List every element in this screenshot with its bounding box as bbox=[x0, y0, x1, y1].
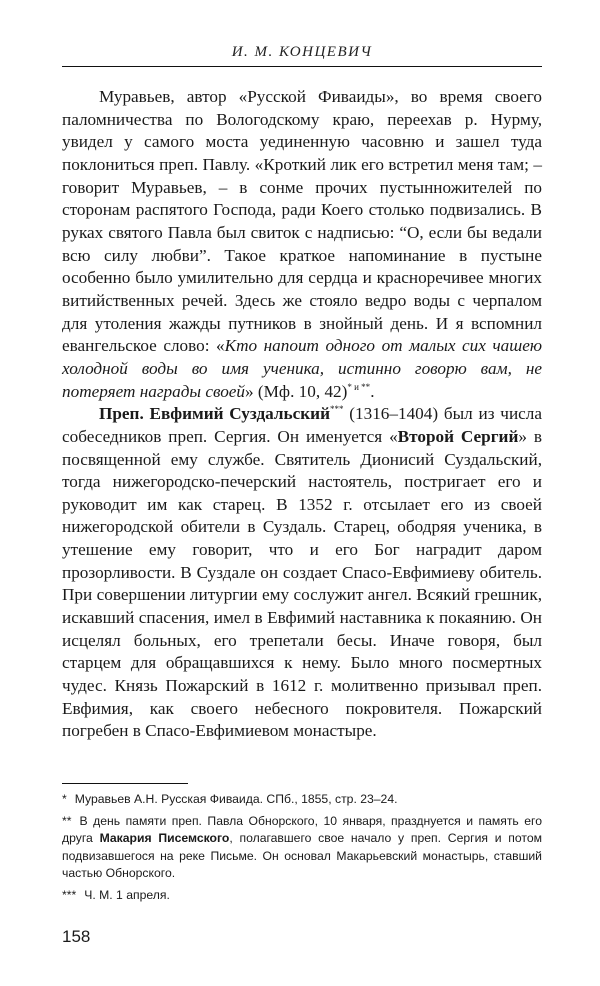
footnote-mark: *** bbox=[62, 888, 77, 903]
p2-text-rest: » в посвященной ему службе. Святитель Дионисий Суздальский, тогда нижегородско-печерский настоятель, постригает его и руководит им как старец. В 1352 г. отсылает его из своей нижегородской обители в Суздаль. Старец, ободряя ученика, в утешение ему говорит, что и его Бог наградит даром прозорливости. В Суздале он создает Спасо-Евфимиеву обитель. При совершении литургии ему сослужит ангел. Всякий грешник, искавший спасения, имел в Евфимий наставника к покаянию. Он исцелял больных, его трепетали бесы. Иначе говоря, был старцем для обращавшихся к нему. Было много посмертных чудес. Князь Пожарский в 1612 г. молитвенно призывал преп. Евфимия, как своего небесного покровителя. Пожарский погребен в Спасо-Евфимиевом монастыре. bbox=[62, 426, 543, 741]
header-rule bbox=[62, 66, 542, 67]
footnote-bold-name: Макария Писемского bbox=[99, 831, 230, 846]
footnote-ref-1-2: * и ** bbox=[347, 381, 371, 392]
saint-name: Преп. Евфимий Суздальский bbox=[99, 404, 330, 424]
paragraph-muravyev bbox=[62, 86, 542, 403]
p1-text: Муравьев, автор «Русской Фиваиды», во время своего паломничества по Вологодскому краю, переехав р. Нурму, увидел у самого моста уединенную часовню и зашел туда поклониться преп. Павлу. «Кроткий лик его встретил меня там; – говорит Муравьев, – в сонме прочих пустынножителей по сторонам распятого Господа, ради Коего столько подвизались. В руках святого Павла был свиток с надписью: “О, если бы ведали всю силу любви”. Такое краткое напоминание в пустыне особенно было умилительно для сердца и красноречивее многих витийственных речей. Здесь же стояло ведро воды с черпалом для утоления жажды путников в знойный день. И я вспомнил евангельское слово: « bbox=[62, 87, 542, 356]
page-number: 158 bbox=[62, 927, 91, 946]
p1-citation: » (Мф. 10, 42) bbox=[245, 381, 348, 401]
p2-text: (1316–1404) был из числа собеседников преп. Сергия. Он именуется « bbox=[62, 404, 542, 446]
epithet: Второй Сергий bbox=[397, 426, 519, 446]
footnote-3 bbox=[62, 887, 542, 904]
footnote-text: Ч. М. 1 апреля. bbox=[84, 888, 170, 903]
paragraph-euthymius bbox=[62, 403, 542, 743]
footnote-2 bbox=[62, 813, 542, 882]
footnote-text: В день памяти преп. Павла Обнорского, 10 января, празднуется и память его друга bbox=[62, 814, 542, 846]
p1-end: . bbox=[370, 381, 375, 401]
footnotes bbox=[62, 791, 542, 909]
footnote-mark: ** bbox=[62, 814, 72, 829]
footnote-rule bbox=[62, 783, 188, 784]
running-title: И. М. КОНЦЕВИЧ bbox=[231, 44, 373, 60]
footnote-text: Муравьев А.Н. Русская Фиваида. СПб., 1855, стр. 23–24. bbox=[74, 792, 398, 806]
footnote-ref-3: *** bbox=[329, 404, 344, 415]
footnote-1 bbox=[62, 791, 542, 808]
main-text bbox=[62, 86, 542, 743]
footnote-text-rest: , полагавшего свое начало у преп. Сергия и потом подвизавшегося на реке Письме. Он основал Макарьевский монастырь, ставший частью Обнорского. bbox=[62, 831, 542, 880]
gospel-quote: Кто напоит одного от малых сих чашею холодной воды во имя ученика, истинно говорю вам, не потеряет награды своей bbox=[62, 336, 542, 401]
footnote-mark: * bbox=[62, 792, 67, 806]
